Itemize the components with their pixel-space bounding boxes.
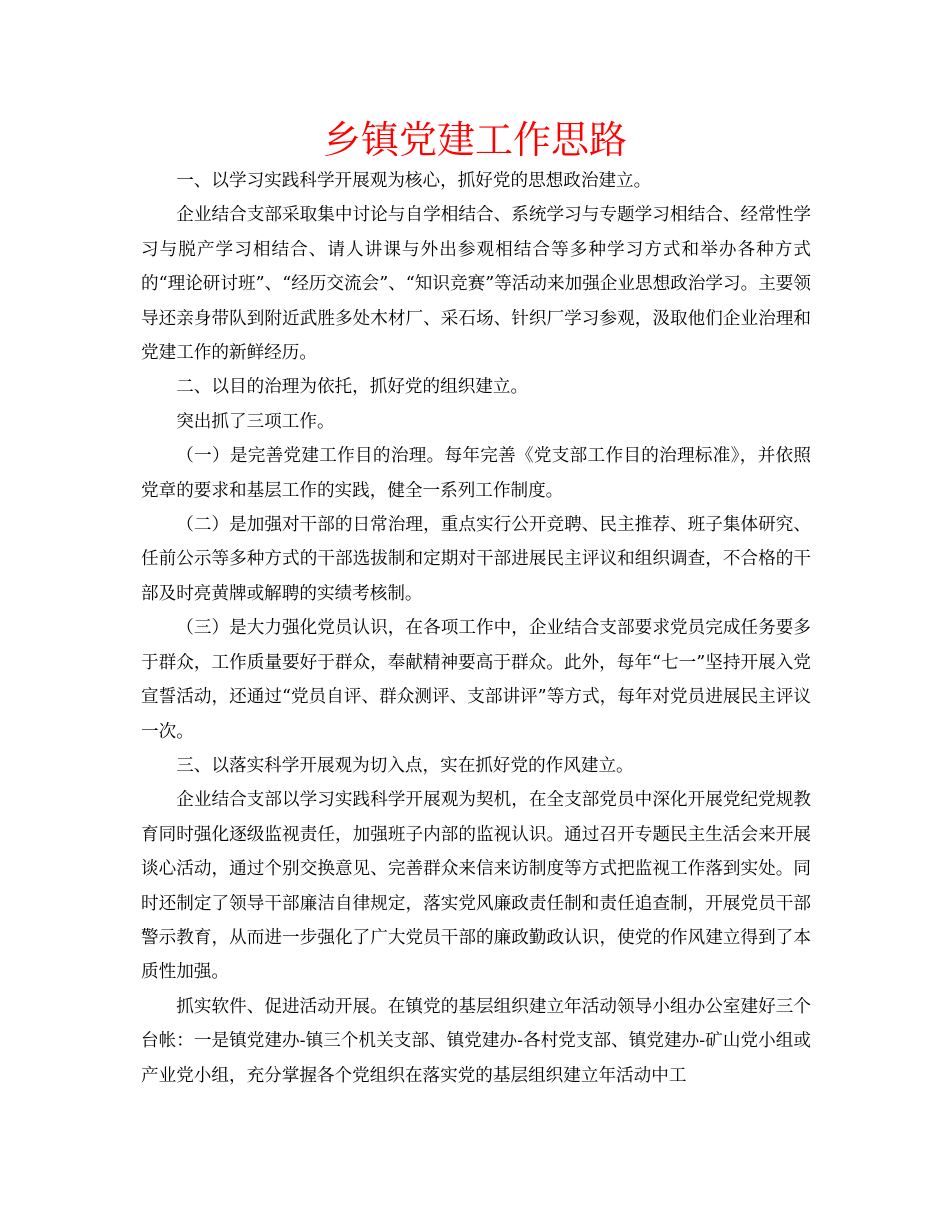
paragraph: 企业结合支部以学习实践科学开展观为契机，在全支部党员中深化开展党纪党规教育同时强化逐级监视责任，加强班子内部的监视认识。通过召开专题民主生活会来开展谈心活动，通过个别交换意见、完善群众来信来访制度等方式把监视工作落到实处。同时还制定了领导干部廉洁自律规定，落实党风廉政责任制和责任追查制，开展党员干部警示教育，从而进一步强化了广大党员干部的廉政勤政认识，使党的作风建立得到了本质性加强。: [141, 790, 811, 983]
paragraph-section-2-heading: 二、以目的治理为依托，抓好党的组织建立。: [176, 377, 529, 398]
document-title: 乡镇党建工作思路: [322, 118, 627, 162]
paragraph-item-3: （三）是大力强化党员认识，在各项工作中，企业结合支部要求党员完成任务要多于群众，工作质量要好于群众，奉献精神要高于群众。此外，每年“七一”坚持开展入党宣誓活动，还通过“党员自评、群众测评、支部讲评”等方式，每年对党员进展民主评议一次。: [141, 618, 811, 742]
document-body: [141, 164, 811, 1093]
paragraph: 抓实软件、促进活动开展。在镇党的基层组织建立年活动领导小组办公室建好三个台帐：一是镇党建办-镇三个机关支部、镇党建办-各村党支部、镇党建办-矿山党小组或产业党小组，充分掌握各个党组织在落实党的基层组织建立年活动中工: [141, 996, 811, 1086]
paragraph-item-1: （一）是完善党建工作目的治理。每年完善《党支部工作目的治理标准》，并依照党章的要求和基层工作的实践，健全一系列工作制度。: [141, 446, 811, 501]
paragraph-section-3-heading: 三、以落实科学开展观为切入点，实在抓好党的作风建立。: [176, 755, 634, 776]
paragraph-section-1-heading: 一、以学习实践科学开展观为核心，抓好党的思想政治建立。: [176, 171, 652, 191]
paragraph: 突出抓了三项工作。: [176, 411, 335, 432]
paragraph-item-2: （二）是加强对干部的日常治理，重点实行公开竞聘、民主推荐、班子集体研究、任前公示等多种方式的干部选拔制和定期对干部进展民主评议和组织调查，不合格的干部及时亮黄牌或解聘的实绩考核制。: [141, 515, 811, 604]
paragraph: 企业结合支部采取集中讨论与自学相结合、系统学习与专题学习相结合、经常性学习与脱产学习相结合、请人讲课与外出参观相结合等多种学习方式和举办各种方式的“理论研讨班”、“经历交流会”、“知识竞赛”等活动来加强企业思想政治学习。主要领导还亲身带队到附近武胜多处木材厂、采石场、针织厂学习参观，汲取他们企业治理和党建工作的新鲜经历。: [141, 205, 811, 364]
